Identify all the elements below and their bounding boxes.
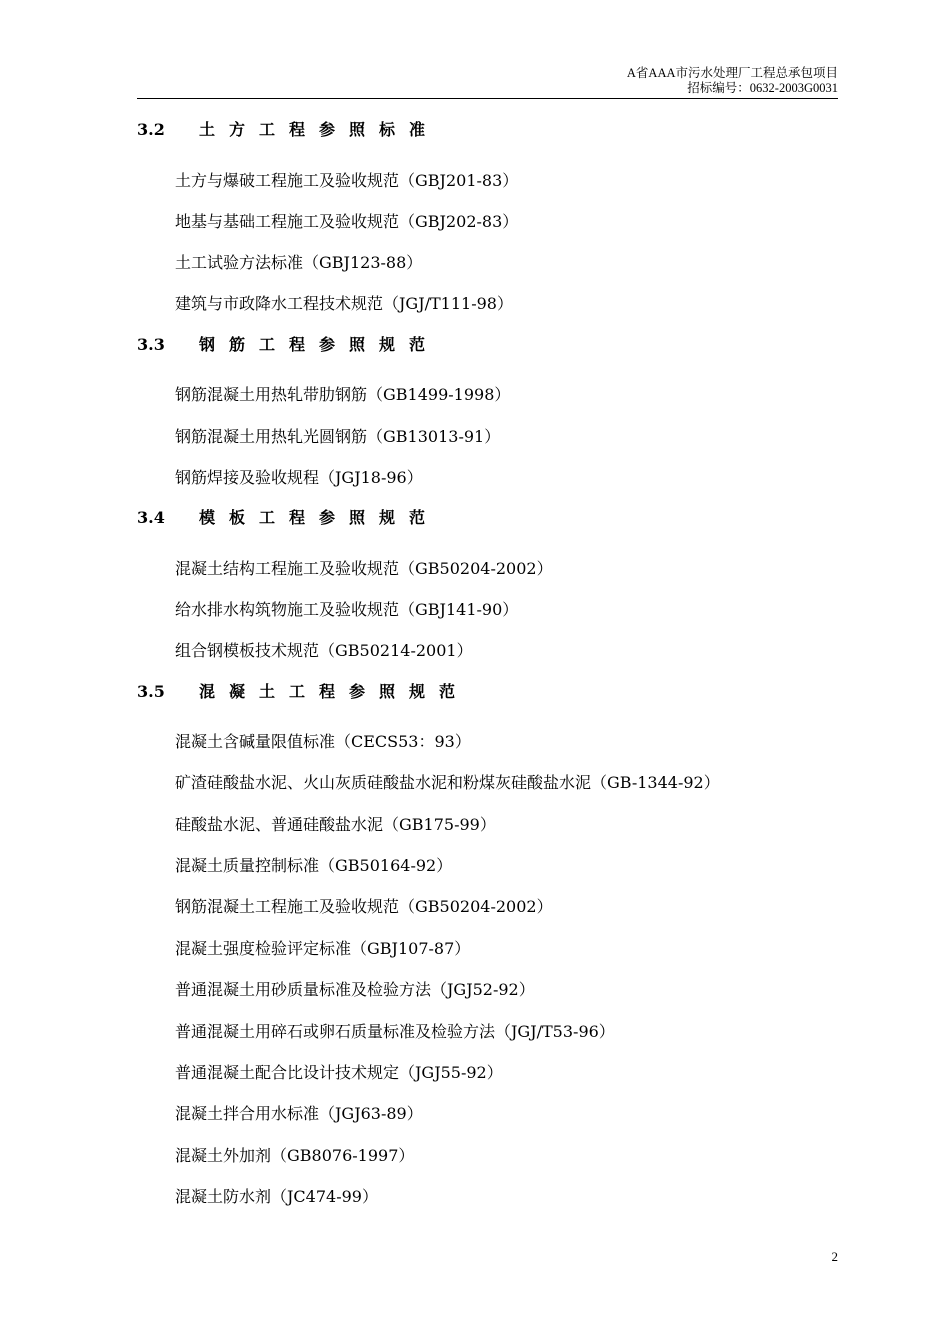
list-item: 混凝土强度检验评定标准（GBJ107-87） xyxy=(175,939,471,958)
section-number: 3.2 xyxy=(137,120,165,139)
list-item: 混凝土外加剂（GB8076-1997） xyxy=(175,1146,415,1165)
page-number: 2 xyxy=(831,1249,838,1264)
section-heading xyxy=(137,505,439,528)
list-item: 钢筋混凝土工程施工及验收规范（GB50204-2002） xyxy=(175,897,553,916)
list-item: 组合钢模板技术规范（GB50214-2001） xyxy=(175,641,473,660)
page-header xyxy=(627,66,838,96)
list-item: 给水排水构筑物施工及验收规范（GBJ141-90） xyxy=(175,600,519,619)
list-item: 混凝土含碱量限值标准（CECS53：93） xyxy=(175,732,471,751)
list-item: 硅酸盐水泥、普通硅酸盐水泥（GB175-99） xyxy=(175,815,496,834)
list-item: 普通混凝土用碎石或卵石质量标准及检验方法（JGJ/T53-96） xyxy=(175,1022,615,1041)
header-tender-number: 招标编号：0632-2003G0031 xyxy=(687,81,838,95)
list-item: 普通混凝土配合比设计技术规定（JGJ55-92） xyxy=(175,1063,503,1082)
list-item: 混凝土质量控制标准（GB50164-92） xyxy=(175,856,453,875)
header-divider xyxy=(137,98,838,99)
list-item: 普通混凝土用砂质量标准及检验方法（JGJ52-92） xyxy=(175,980,535,999)
list-item: 混凝土防水剂（JC474-99） xyxy=(175,1187,378,1206)
header-project-title: A省AAA市污水处理厂工程总承包项目 xyxy=(626,66,838,80)
list-item: 土工试验方法标准（GBJ123-88） xyxy=(175,253,423,272)
section-heading xyxy=(137,117,439,140)
section-number: 3.3 xyxy=(137,335,165,354)
list-item: 地基与基础工程施工及验收规范（GBJ202-83） xyxy=(175,212,519,231)
list-item: 钢筋焊接及验收规程（JGJ18-96） xyxy=(175,468,423,487)
list-item: 混凝土结构工程施工及验收规范（GB50204-2002） xyxy=(175,559,553,578)
list-item: 混凝土拌合用水标准（JGJ63-89） xyxy=(175,1104,423,1123)
list-item: 矿渣硅酸盐水泥、火山灰质硅酸盐水泥和粉煤灰硅酸盐水泥（GB-1344-92） xyxy=(175,773,720,792)
section-title: 土方工程参照标准 xyxy=(199,120,440,139)
section-heading xyxy=(137,332,439,355)
section-title: 模板工程参照规范 xyxy=(199,508,440,527)
section-number: 3.5 xyxy=(137,682,165,701)
section-title: 钢筋工程参照规范 xyxy=(199,335,440,354)
section-number: 3.4 xyxy=(137,508,165,527)
list-item: 钢筋混凝土用热轧光圆钢筋（GB13013-91） xyxy=(175,427,501,446)
section-heading xyxy=(137,679,469,702)
list-item: 建筑与市政降水工程技术规范（JGJ/T111-98） xyxy=(175,294,513,313)
section-title: 混凝土工程参照规范 xyxy=(199,682,470,701)
list-item: 钢筋混凝土用热轧带肋钢筋（GB1499-1998） xyxy=(175,385,511,404)
list-item: 土方与爆破工程施工及验收规范（GBJ201-83） xyxy=(175,171,519,190)
